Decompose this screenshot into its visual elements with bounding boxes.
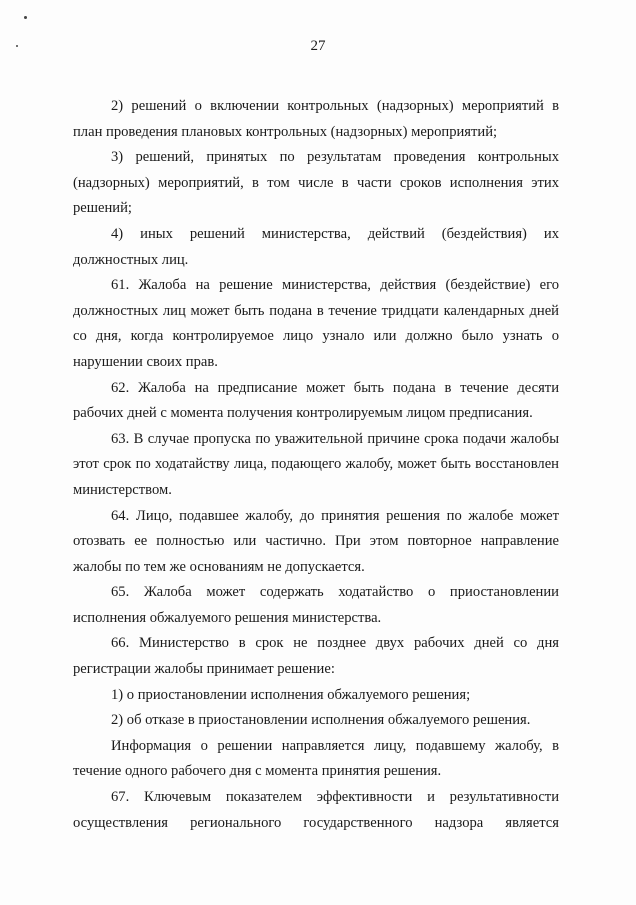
clause-64: 64. Лицо, подавшее жалобу, до принятия решения по жалобе может отозвать ее полностью или частично. При этом повторное направление жалобы по тем же основаниям не допускается. [73, 507, 559, 575]
list-item-4: 4) иных решений министерства, действий (бездействия) их должностных лиц. [73, 225, 559, 268]
clause-67: 67. Ключевым показателем эффективности и результативности осуществления регионального государственного надзора является [73, 789, 559, 831]
clause-62: 62. Жалоба на предписание может быть подана в течение десяти рабочих дней с момента получения контролируемым лицом предписания. [73, 379, 559, 422]
list-item-3: 3) решений, принятых по результатам проведения контрольных (надзорных) мероприятий, в том числе в части сроков исполнения этих решений; [73, 149, 559, 217]
clause-66-option-2: 2) об отказе в приостановлении исполнения обжалуемого решения. [111, 712, 531, 729]
list-item-2: 2) решений о включении контрольных (надзорных) мероприятий в план проведения плановых контрольных (надзорных) мероприятий; [73, 98, 559, 140]
scan-artifact-dot [24, 16, 27, 19]
clause-66: 66. Министерство в срок не позднее двух рабочих дней со дня регистрации жалобы принимает решение: [73, 635, 559, 678]
clause-66-option-1: 1) о приостановлении исполнения обжалуемого решения; [111, 686, 471, 703]
clause-61: 61. Жалоба на решение министерства, действия (бездействие) его должностных лиц может быть подана в течение тридцати календарных дней со дня, когда контролируемое лицо узнало или должно было узнать о нарушении своих прав. [73, 277, 559, 370]
decision-info-paragraph: Информация о решении направляется лицу, подавшему жалобу, в течение одного рабочего дня с момента принятия решения. [73, 737, 559, 780]
clause-63: 63. В случае пропуска по уважительной причине срока подачи жалобы этот срок по ходатайству лица, подающего жалобу, может быть восстановлен министерством. [73, 430, 559, 498]
page-number: 27 [310, 38, 326, 54]
clause-65: 65. Жалоба может содержать ходатайство о приостановлении исполнения обжалуемого решения министерства. [73, 584, 559, 626]
document-body [73, 94, 559, 836]
